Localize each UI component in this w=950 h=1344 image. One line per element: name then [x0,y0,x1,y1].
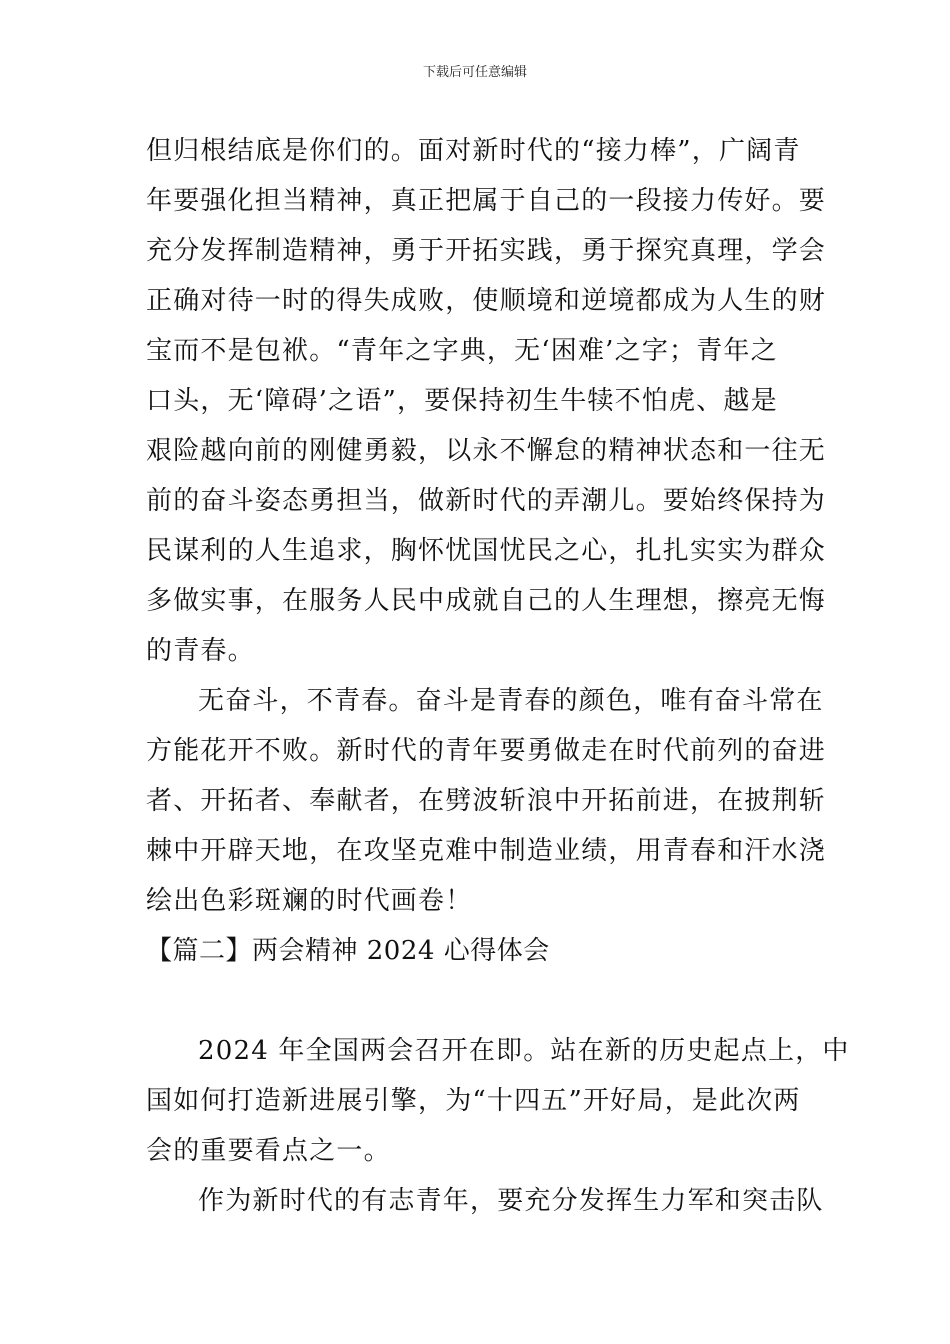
text-line: 宝而不是包袱。“青年之字典，无‘困难’之字；青年之 [146,336,778,366]
text-line: 前的奋斗姿态勇担当，做新时代的弄潮儿。要始终保持为 [146,486,827,516]
text-line: 但归根结底是你们的。面对新时代的“接力棒”，广阔青 [146,136,801,166]
section-heading: 【篇二】两会精神 2024 心得体会 [146,936,550,966]
text-line: 的青春。 [146,636,255,666]
paragraph-1 [146,126,827,676]
text-line: 者、开拓者、奉献者，在劈波斩浪中开拓前进，在披荆斩 [146,786,827,816]
paragraph-2 [146,676,827,926]
document-body [146,126,850,1226]
paragraph-3 [146,1026,850,1176]
text-line: 年要强化担当精神，真正把属于自己的一段接力传好。要 [146,186,827,216]
text-line: 方能花开不败。新时代的青年要勇做走在时代前列的奋进 [146,736,827,766]
text-line: 国如何打造新进展引擎，为“十四五”开好局，是此次两 [146,1086,801,1116]
text-line: 棘中开辟天地，在攻坚克难中制造业绩，用青春和汗水浇 [146,836,827,866]
paragraph-4 [146,1176,824,1226]
text-line: 会的重要看点之一。 [146,1136,391,1166]
text-line: 绘出色彩斑斓的时代画卷！ [146,886,473,916]
text-line: 艰险越向前的刚健勇毅，以永不懈怠的精神状态和一往无 [146,436,827,466]
text-line: 口头，无‘障碍’之语”，要保持初生牛犊不怕虎、越是 [146,386,778,416]
text-line: 2024 年全国两会召开在即。站在新的历史起点上，中 [198,1036,850,1066]
text-line: 充分发挥制造精神，勇于开拓实践，勇于探究真理，学会 [146,236,827,266]
blank-line [146,976,806,1026]
text-line: 多做实事，在服务人民中成就自己的人生理想，擦亮无悔 [146,586,827,616]
text-line: 民谋利的人生追求，胸怀忧国忧民之心，扎扎实实为群众 [146,536,827,566]
text-line: 作为新时代的有志青年，要充分发挥生力军和突击队 [198,1186,824,1216]
text-line: 无奋斗，不青春。奋斗是青春的颜色，唯有奋斗常在 [198,686,824,716]
text-line: 正确对待一时的得失成败，使顺境和逆境都成为人生的财 [146,286,827,316]
page-header: 下载后可任意编辑 [422,65,527,80]
